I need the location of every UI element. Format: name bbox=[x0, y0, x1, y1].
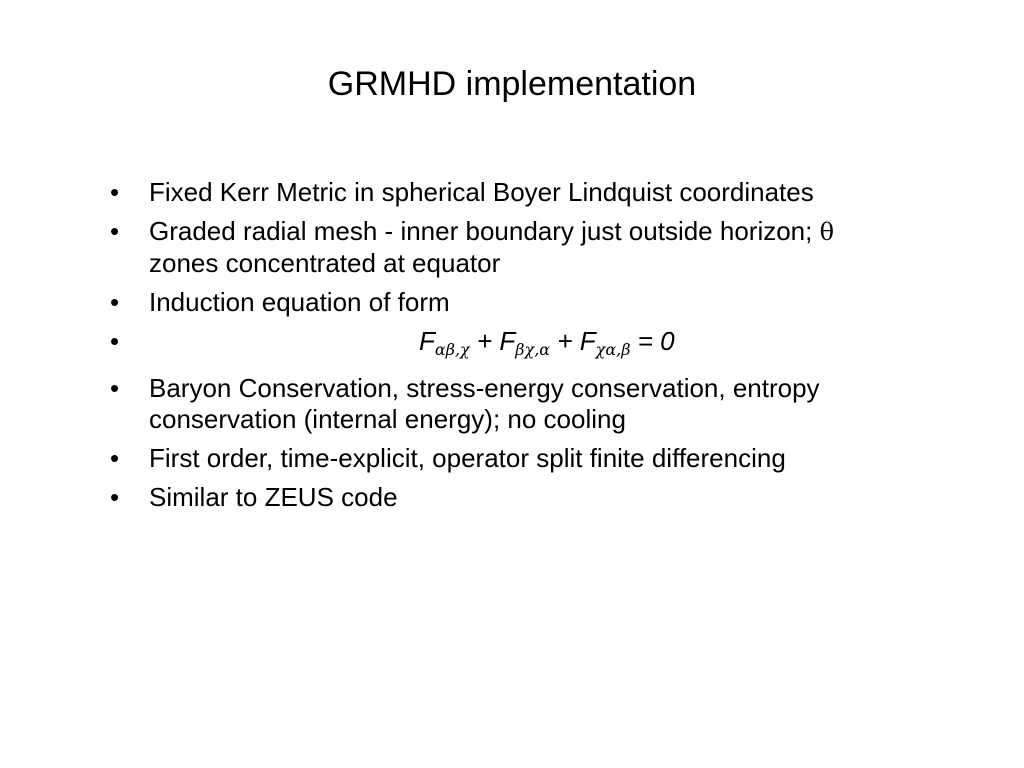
bullet-induction bbox=[110, 287, 900, 318]
eq-term-2-f: F bbox=[499, 326, 516, 356]
bullet-marker: • bbox=[110, 216, 120, 246]
bullet-text: Baryon Conservation, stress-energy conservation, entropy conservation (internal energy); no cooling bbox=[149, 373, 820, 434]
bullet-conservation bbox=[110, 373, 900, 435]
bullet-text: Induction equation of form bbox=[149, 287, 450, 317]
bullet-differencing bbox=[110, 443, 900, 474]
bullet-marker: • bbox=[110, 482, 120, 512]
eq-term-3-sub: χα,β bbox=[595, 340, 631, 359]
eq-term-1-sub: αβ,χ bbox=[434, 340, 470, 359]
bullet-marker: • bbox=[110, 177, 120, 207]
theta-symbol: θ bbox=[819, 218, 835, 246]
bullet-zeus bbox=[110, 482, 900, 513]
eq-term-3-f: F bbox=[579, 326, 596, 356]
bullet-list bbox=[110, 177, 900, 521]
bullet-text-pre: Graded radial mesh - inner boundary just outside horizon; bbox=[149, 216, 820, 246]
eq-term-1-f: F bbox=[419, 326, 435, 356]
eq-equals-zero: = 0 bbox=[630, 326, 675, 356]
eq-plus-1: + bbox=[469, 326, 500, 356]
bullet-text: First order, time-explicit, operator split finite differencing bbox=[149, 443, 786, 473]
slide-title: GRMHD implementation bbox=[327, 65, 697, 103]
bullet-radial-mesh bbox=[110, 216, 900, 279]
bullet-marker: • bbox=[110, 443, 120, 473]
induction-equation bbox=[149, 326, 900, 365]
bullet-marker: • bbox=[110, 373, 120, 403]
eq-term-2-sub: βχ,α bbox=[515, 340, 551, 359]
bullet-kerr-metric bbox=[110, 177, 900, 208]
bullet-marker: • bbox=[110, 287, 120, 317]
bullet-marker: • bbox=[110, 326, 120, 356]
bullet-text: Fixed Kerr Metric in spherical Boyer Lindquist coordinates bbox=[149, 177, 814, 207]
eq-plus-2: + bbox=[550, 326, 580, 356]
bullet-text-post: zones concentrated at equator bbox=[149, 248, 501, 278]
bullet-equation bbox=[110, 326, 900, 365]
bullet-text: Similar to ZEUS code bbox=[149, 482, 398, 512]
